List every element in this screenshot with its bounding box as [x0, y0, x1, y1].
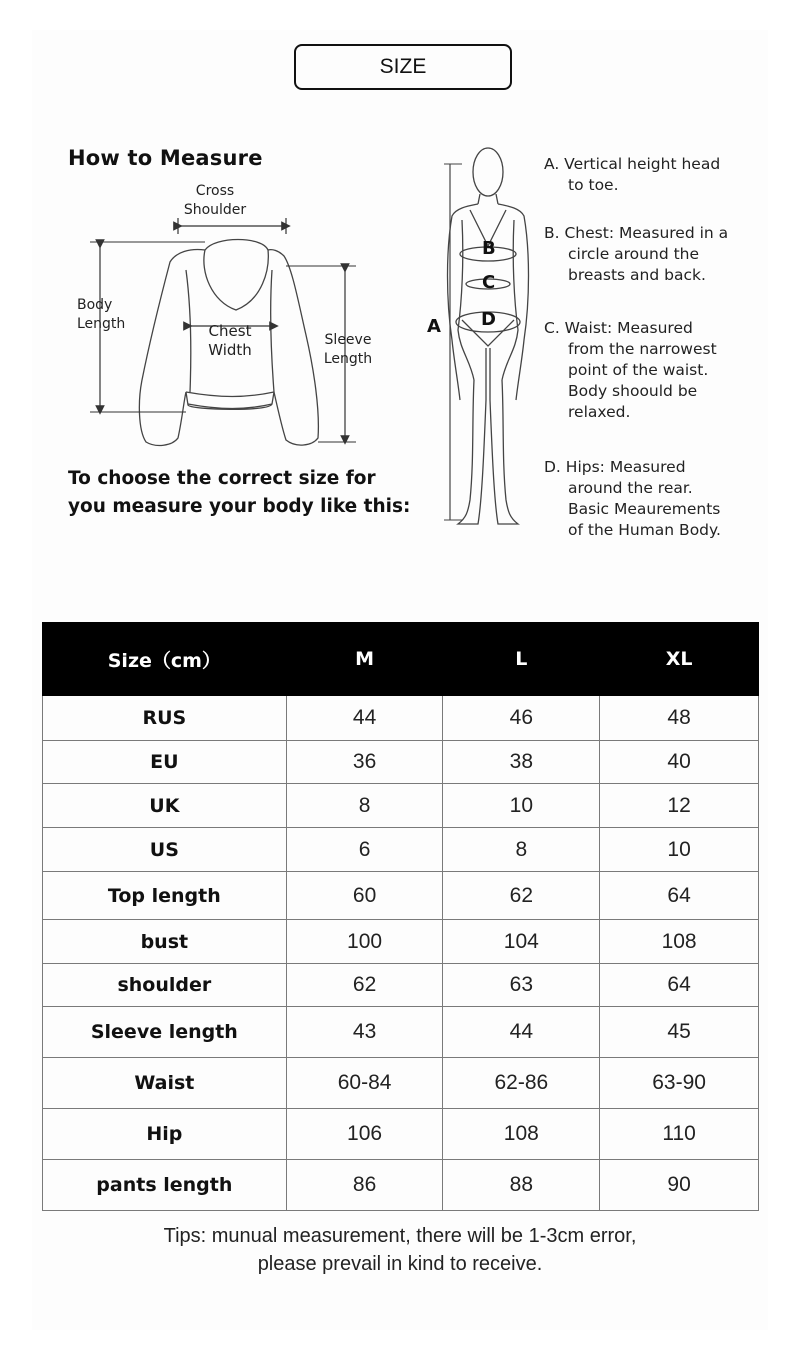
table-row — [43, 920, 759, 964]
letter-d: D — [481, 309, 496, 330]
cell-l: 62-86 — [443, 1058, 600, 1109]
table-row — [43, 696, 759, 741]
body-figure-drawing — [448, 148, 529, 524]
row-label: Waist — [43, 1058, 287, 1109]
cross-shoulder-label — [180, 182, 250, 220]
measurement-tips — [80, 1222, 720, 1278]
cell-l: 62 — [443, 872, 600, 920]
sleeve-length-label-line1: Sleeve — [324, 332, 372, 348]
chest-width-label — [196, 322, 264, 360]
letter-a: A — [427, 316, 441, 337]
description-a-line1: A. Vertical height head — [544, 155, 721, 173]
size-chart-table — [42, 622, 759, 1211]
cell-xl: 90 — [600, 1160, 759, 1211]
cell-xl: 108 — [600, 920, 759, 964]
sleeve-length-label-line2: Length — [323, 351, 373, 367]
header-size: Size（cm） — [43, 623, 287, 696]
cell-l: 88 — [443, 1160, 600, 1211]
row-label: Sleeve length — [43, 1007, 287, 1058]
letter-b: B — [482, 238, 496, 259]
row-label: bust — [43, 920, 287, 964]
description-c-line5: relaxed. — [568, 403, 631, 421]
row-label: UK — [43, 784, 287, 828]
table-row — [43, 828, 759, 872]
cell-m: 100 — [286, 920, 443, 964]
cell-l: 8 — [443, 828, 600, 872]
description-c-line1: C. Waist: Measured — [544, 319, 693, 337]
chest-width-label-line2: Width — [208, 341, 252, 359]
cell-xl: 40 — [600, 741, 759, 784]
table-row — [43, 741, 759, 784]
table-row — [43, 784, 759, 828]
body-length-label-line1: Body — [77, 297, 113, 313]
description-c-line3: point of the waist. — [568, 361, 709, 379]
cell-m: 8 — [286, 784, 443, 828]
description-d-line3: Basic Meaurements — [568, 500, 721, 518]
cell-xl: 10 — [600, 828, 759, 872]
body-length-label-line2: Length — [77, 316, 126, 332]
size-title: SIZE — [379, 55, 427, 78]
table-row — [43, 1058, 759, 1109]
cell-xl: 110 — [600, 1109, 759, 1160]
cell-m: 43 — [286, 1007, 443, 1058]
description-d-line1: D. Hips: Measured — [544, 458, 686, 476]
row-label: RUS — [43, 696, 287, 741]
cell-l: 46 — [443, 696, 600, 741]
cell-l: 44 — [443, 1007, 600, 1058]
header-m: M — [286, 623, 443, 696]
cell-l: 63 — [443, 964, 600, 1007]
cell-m: 44 — [286, 696, 443, 741]
description-d-line2: around the rear. — [568, 479, 693, 497]
cross-shoulder-label-line2: Shoulder — [183, 202, 247, 218]
cell-m: 60-84 — [286, 1058, 443, 1109]
how-to-measure-title: How to Measure — [68, 146, 263, 170]
cell-m: 106 — [286, 1109, 443, 1160]
table-row — [43, 872, 759, 920]
row-label: Top length — [43, 872, 287, 920]
cell-l: 38 — [443, 741, 600, 784]
cell-xl: 48 — [600, 696, 759, 741]
table-row — [43, 1007, 759, 1058]
header-xl: XL — [600, 623, 759, 696]
row-label: shoulder — [43, 964, 287, 1007]
cell-l: 104 — [443, 920, 600, 964]
cross-shoulder-label-line1: Cross — [195, 183, 235, 199]
description-a-line2: to toe. — [568, 176, 619, 194]
cell-m: 36 — [286, 741, 443, 784]
row-label: EU — [43, 741, 287, 784]
tips-line2: please prevail in kind to receive. — [257, 1253, 543, 1275]
description-b-line3: breasts and back. — [568, 266, 706, 284]
table-row — [43, 1109, 759, 1160]
instruction-text — [68, 465, 448, 521]
cell-xl: 12 — [600, 784, 759, 828]
table-header-row — [43, 623, 759, 696]
cell-m: 86 — [286, 1160, 443, 1211]
cell-l: 108 — [443, 1109, 600, 1160]
description-d — [544, 457, 764, 541]
cell-xl: 63-90 — [600, 1058, 759, 1109]
cell-xl: 45 — [600, 1007, 759, 1058]
row-label: Hip — [43, 1109, 287, 1160]
description-a — [544, 154, 764, 196]
sleeve-length-label — [318, 331, 378, 369]
row-label: pants length — [43, 1160, 287, 1211]
cell-xl: 64 — [600, 964, 759, 1007]
table-row — [43, 964, 759, 1007]
description-c-line4: Body shoould be — [568, 382, 698, 400]
description-b — [544, 223, 764, 286]
description-c — [544, 318, 764, 423]
cell-m: 6 — [286, 828, 443, 872]
description-b-line2: circle around the — [568, 245, 700, 263]
instruction-line1: To choose the correct size for — [68, 468, 376, 489]
table-row — [43, 1160, 759, 1211]
tips-line1: Tips: munual measurement, there will be 1-3cm error, — [163, 1225, 637, 1247]
cell-m: 62 — [286, 964, 443, 1007]
description-d-line4: of the Human Body. — [568, 521, 721, 539]
letter-c: C — [482, 272, 496, 293]
cell-l: 10 — [443, 784, 600, 828]
cell-xl: 64 — [600, 872, 759, 920]
description-b-line1: B. Chest: Measured in a — [544, 224, 729, 242]
chest-width-label-line1: Chest — [208, 322, 252, 340]
cell-m: 60 — [286, 872, 443, 920]
body-length-label — [77, 296, 137, 334]
instruction-line2: you measure your body like this: — [68, 496, 411, 517]
row-label: US — [43, 828, 287, 872]
description-c-line2: from the narrowest — [568, 340, 717, 358]
header-l: L — [443, 623, 600, 696]
